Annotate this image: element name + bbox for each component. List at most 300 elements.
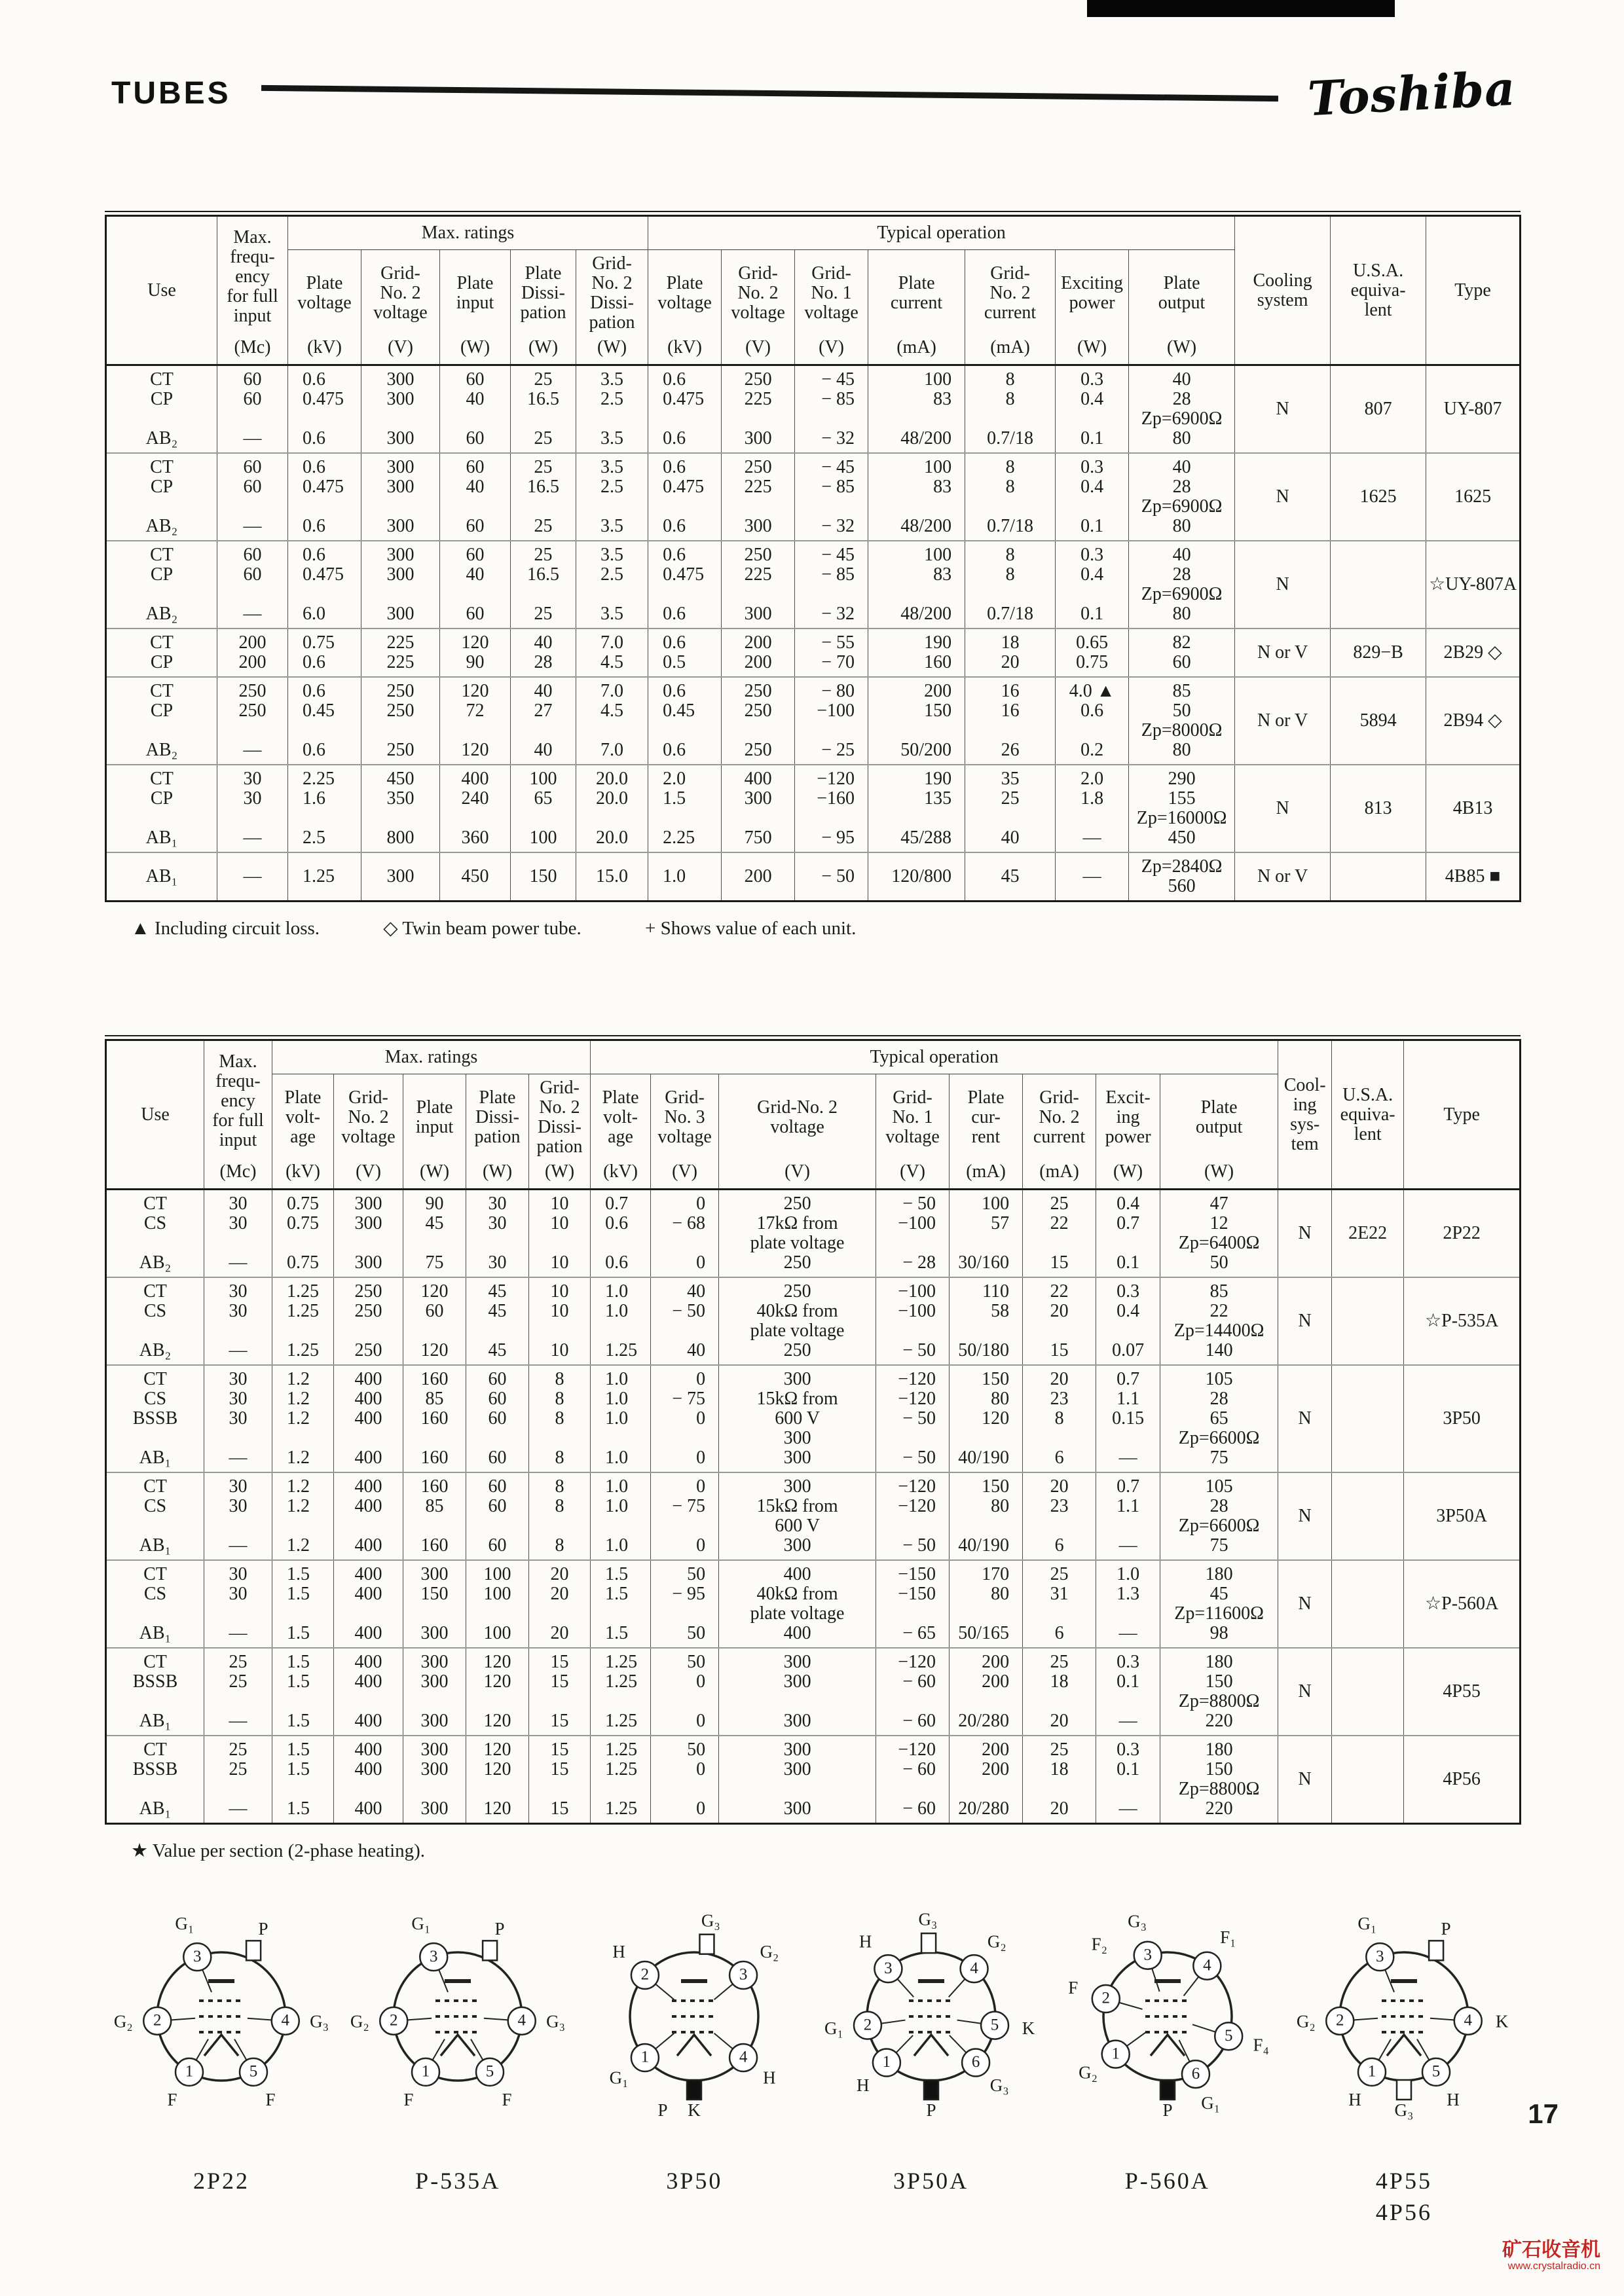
cell-line: 150 (924, 701, 952, 721)
table-cell (334, 1736, 403, 1824)
cell-line (406, 1779, 463, 1799)
cell-line: 75 (1209, 1448, 1228, 1468)
cell-line: 8 (555, 1535, 564, 1556)
cell-line: 25 (534, 457, 553, 477)
cooling-cell: N (1278, 1277, 1332, 1365)
cell-line: 40 (534, 740, 553, 760)
cell-line: 50 (687, 1564, 706, 1584)
table-cell (1096, 1560, 1160, 1648)
cell-line: − 68 (672, 1213, 706, 1233)
cell-line: −120 (898, 1476, 936, 1497)
table-cell (868, 453, 965, 541)
cell-line: Grid- (1039, 1087, 1079, 1108)
usa-equivalent-cell (1332, 1648, 1404, 1736)
cell-line: 300 (744, 788, 772, 809)
table-cell (272, 1736, 334, 1824)
type-cell: ☆P-535A (1404, 1277, 1521, 1365)
cell-line: 100 (982, 1194, 1010, 1214)
svg-text:4: 4 (739, 2048, 748, 2066)
cell-line (952, 1692, 1009, 1711)
cell-line: 0.1 (1080, 428, 1104, 448)
pin-2 (114, 2007, 195, 2035)
cell-line: — (1118, 1711, 1137, 1731)
cell-line: − 60 (902, 1671, 936, 1692)
cell-line: CP (150, 788, 174, 809)
cell-line (469, 1692, 526, 1711)
table-cell (272, 1648, 334, 1736)
cell-line: 0.6 (605, 1252, 629, 1273)
pin-4 (714, 2033, 776, 2088)
cell-line: (kV) (603, 1161, 638, 1182)
cell-line: 20.0 (596, 828, 629, 848)
cell-line: 40 (687, 1340, 706, 1360)
cell-line: 0 (696, 1194, 706, 1214)
cell-line: 400 (354, 1623, 382, 1643)
cell-line: 26 (1001, 740, 1020, 760)
cell-line: age (608, 1127, 633, 1147)
cell-line: 0.75 (303, 632, 335, 653)
cell-line: 300 (420, 1759, 449, 1779)
table-cell (591, 1365, 651, 1472)
cell-line: 60 (488, 1496, 507, 1516)
cell-line: 0.3 (1116, 1652, 1140, 1672)
svg-text:G₃: G₃ (1394, 2100, 1414, 2121)
table-cell (722, 765, 795, 852)
cell-line: 8 (1005, 369, 1015, 390)
cell-line (952, 1779, 1009, 1799)
header-unit (576, 337, 648, 365)
table-cell (648, 541, 722, 629)
cell-line: 0.6 (303, 369, 325, 390)
cell-line: 20 (1050, 1476, 1069, 1497)
cell-line: 30 (243, 788, 262, 809)
cell-line (364, 497, 437, 517)
cell-line: 1.0 (605, 1408, 629, 1429)
cell-line: 250 (744, 681, 772, 701)
table-cell (1056, 365, 1129, 454)
cell-line: 6 (1054, 1535, 1064, 1556)
power-pentodes-table (105, 1039, 1521, 1825)
table-cell (1056, 852, 1129, 902)
cell-line (1058, 497, 1126, 517)
cell-line: − 45 (821, 457, 855, 477)
watermark-url: www.crystalradio.cn (1507, 2261, 1600, 2272)
cell-line: — (243, 516, 262, 536)
cell-line: 150 (982, 1369, 1010, 1389)
cell-line: 250 (238, 681, 267, 701)
cell-line: 45 (1209, 1584, 1228, 1604)
cell-line: 1.0 (605, 1369, 629, 1389)
table-cell (217, 629, 288, 677)
cell-line (1025, 1516, 1093, 1536)
table-cell (1023, 1560, 1096, 1648)
cell-line: AB₂ (145, 428, 178, 448)
cell-line: 300 (420, 1711, 449, 1731)
cell-line: 0.75 (1076, 652, 1109, 672)
cell-line: 800 (386, 828, 415, 848)
header-unit (795, 337, 868, 365)
tube-basing-diagrams (105, 1904, 1521, 2226)
cell-line: CT (143, 1194, 167, 1214)
cell-line: 1.2 (287, 1448, 310, 1468)
cell-line: − 85 (821, 564, 855, 585)
cell-line: 20 (1001, 652, 1020, 672)
cell-line: 18 (1001, 632, 1020, 653)
cell-line: 0 (696, 1759, 706, 1779)
cell-line: Zp=6900Ω (1141, 409, 1223, 429)
svg-text:P: P (1162, 2100, 1173, 2121)
cell-line: 190 (924, 632, 952, 653)
cell-line: 400 (354, 1496, 382, 1516)
cell-line: 400 (354, 1740, 382, 1760)
header-unit (466, 1161, 529, 1190)
cell-line: −150 (898, 1564, 936, 1584)
cell-line: 40/190 (958, 1535, 1010, 1556)
table-cell (1160, 1560, 1278, 1648)
usa-equivalent-cell (1331, 852, 1426, 902)
type-cell: 2B94 ◇ (1426, 677, 1521, 765)
cell-line: 110 (982, 1281, 1010, 1302)
svg-text:3: 3 (883, 1959, 893, 1977)
table-cell (1096, 1190, 1160, 1278)
cell-line: 155 (1168, 788, 1196, 809)
cell-line: 47 (1209, 1194, 1228, 1214)
cell-line: 250 (783, 1252, 811, 1273)
cell-line: 300 (420, 1564, 449, 1584)
cell-line (654, 1604, 705, 1624)
cell-line: Grid-No. 2 (757, 1097, 838, 1118)
cell-line: − 65 (902, 1623, 936, 1643)
cell-line (207, 1233, 269, 1253)
cell-line: (W) (544, 1161, 575, 1182)
cell-line: 60 (488, 1408, 507, 1429)
cell-line: 8 (555, 1369, 564, 1389)
cell-line (722, 1692, 873, 1711)
cell-line: 1.0 (663, 866, 686, 886)
cell-line: 60 (466, 457, 485, 477)
table-cell (204, 1190, 272, 1278)
cell-line: 120 (483, 1759, 511, 1779)
svg-text:1: 1 (185, 2062, 194, 2081)
cell-line: ency (235, 266, 270, 287)
cell-line: 0 (696, 1476, 706, 1497)
table-cell (648, 677, 722, 765)
cell-line: 30 (229, 1564, 248, 1584)
cell-line (579, 809, 645, 828)
cell-line: ing (1293, 1094, 1317, 1115)
cell-line: 2.5 (600, 477, 624, 497)
cell-line: 0.4 (1116, 1301, 1140, 1321)
cell-line: 48/200 (900, 516, 952, 536)
cell-line: 160 (420, 1476, 449, 1497)
cell-line: 300 (783, 1652, 811, 1672)
cell-line: 1.25 (303, 866, 335, 886)
table-cell (440, 852, 511, 902)
cell-line: CT (150, 681, 174, 701)
table-cell (591, 1277, 651, 1365)
cell-line (798, 497, 855, 517)
svg-text:F: F (403, 2090, 414, 2110)
svg-text:P: P (657, 2100, 668, 2121)
svg-text:5: 5 (1431, 2062, 1441, 2081)
cell-line: BSSB (132, 1759, 178, 1779)
cell-line (207, 1516, 269, 1536)
pin-5 (957, 2012, 1035, 2039)
cell-line: 10 (550, 1301, 569, 1321)
cell-line (287, 1692, 331, 1711)
cell-line: 20.0 (596, 788, 629, 809)
cell-line: 80 (991, 1584, 1010, 1604)
table-cell (719, 1648, 876, 1736)
cell-line: 83 (933, 389, 952, 409)
table-cell (106, 1736, 204, 1824)
cell-line (220, 809, 285, 828)
cell-line: 0.7/18 (987, 428, 1033, 448)
cell-line: 1.0 (605, 1389, 629, 1409)
cell-line: − 85 (821, 477, 855, 497)
table-cell (106, 1472, 204, 1560)
table-cell (1129, 541, 1235, 629)
cell-line: 20 (1050, 1301, 1069, 1321)
svg-text:1: 1 (1111, 2045, 1120, 2063)
cell-line: voltage (297, 293, 352, 313)
cell-line: 120 (420, 1281, 449, 1302)
cell-line: Zp=6400Ω (1178, 1233, 1260, 1253)
table-cell (217, 765, 288, 852)
cell-line: 0.6 (663, 545, 686, 565)
cell-line: 1.5 (287, 1759, 310, 1779)
table-cell (1056, 629, 1129, 677)
table-cell (466, 1736, 529, 1824)
cell-line: Grid- (592, 253, 632, 274)
cell-line: 200 (982, 1671, 1010, 1692)
table-cell (361, 852, 440, 902)
cell-line: Grid- (811, 263, 851, 283)
tube-socket-drawing (1287, 1904, 1521, 2163)
cell-line: 220 (1205, 1798, 1233, 1819)
cell-line (513, 721, 573, 740)
cell-line: AB₂ (139, 1340, 172, 1360)
header-typical-operation (591, 1040, 1278, 1074)
cell-line: 40 (1172, 545, 1191, 565)
cell-line: 80 (1172, 740, 1191, 760)
cell-line (879, 1516, 936, 1536)
cell-line: −100 (898, 1213, 936, 1233)
svg-text:G₃: G₃ (310, 2011, 329, 2032)
cell-line: 25 (534, 369, 553, 390)
cell-line (605, 1779, 648, 1799)
pin-3 (175, 1914, 212, 1992)
cell-line: 40 (534, 681, 553, 701)
cell-line: (V) (745, 337, 771, 357)
svg-text:3: 3 (1375, 1947, 1384, 1965)
svg-text:2: 2 (863, 2016, 872, 2034)
tube-row-2P22 (106, 1190, 1521, 1278)
cell-line: 225 (744, 564, 772, 585)
cell-line: Grid- (348, 1087, 388, 1108)
cell-line: (W) (1167, 337, 1197, 357)
svg-text:5: 5 (990, 2016, 999, 2034)
cell-line: 1.5 (287, 1623, 310, 1643)
cell-line: 65 (1209, 1408, 1228, 1429)
cap-P (1429, 1941, 1443, 1960)
cell-line: Zp=8800Ω (1178, 1779, 1260, 1799)
table-cell (440, 365, 511, 454)
cell-line: 0.6 (663, 457, 686, 477)
table-cell (591, 1472, 651, 1560)
header-unit (288, 337, 361, 365)
table-cell (204, 1560, 272, 1648)
table-cell (529, 1365, 591, 1472)
table-cell (106, 1560, 204, 1648)
beam-power-tubes-table (105, 215, 1521, 902)
svg-text:4: 4 (1464, 2011, 1472, 2030)
table-cell (106, 1277, 204, 1365)
cell-line: 25 (534, 516, 553, 536)
pin-5 (1192, 2022, 1269, 2054)
table-cell (651, 1560, 719, 1648)
cell-line (303, 585, 358, 604)
cell-line (364, 585, 437, 604)
cell-line: Typical operation (870, 1047, 999, 1067)
table-cell (965, 765, 1056, 852)
cell-line: 250 (783, 1340, 811, 1360)
cell-line: 60 (488, 1535, 507, 1556)
cell-line: U.S.A. (1353, 260, 1404, 281)
table-cell (965, 541, 1056, 629)
cell-line: 60 (1172, 652, 1191, 672)
cell-line: 0 (696, 1798, 706, 1819)
column-header (719, 1074, 876, 1161)
diagram-caption: 3P50 (666, 2168, 723, 2194)
header-unit (651, 1161, 719, 1190)
table-cell (511, 541, 576, 629)
cell-line: 20 (1050, 1798, 1069, 1819)
cell-line: 8 (1005, 457, 1015, 477)
cell-line: — (229, 1798, 248, 1819)
cell-line (443, 721, 507, 740)
cell-line: 170 (982, 1564, 1010, 1584)
cell-line: 85 (1172, 681, 1191, 701)
pin-4 (248, 2007, 329, 2035)
cell-line (109, 1233, 201, 1253)
cell-line: 0.7/18 (987, 604, 1033, 624)
cell-line (952, 1321, 1009, 1341)
cell-line: 31 (1050, 1584, 1069, 1604)
cell-line: — (243, 828, 262, 848)
cell-line: 150 (420, 1584, 449, 1604)
cell-line: Zp=16000Ω (1136, 808, 1227, 828)
cell-line: 45/288 (900, 828, 952, 848)
svg-text:G₁: G₁ (1201, 2093, 1220, 2113)
scan-artifact-bar (1087, 0, 1395, 17)
table-cell (403, 1190, 466, 1278)
cell-line: 28 (1209, 1496, 1228, 1516)
svg-text:1: 1 (882, 2053, 891, 2071)
cell-line: 250 (386, 740, 415, 760)
cell-line: 48/200 (900, 428, 952, 448)
cell-line: 1.0 (605, 1496, 629, 1516)
table-cell (106, 453, 217, 541)
table-cell (403, 1736, 466, 1824)
cell-line: (W) (460, 337, 490, 357)
diagram-caption: 3P50A (893, 2168, 969, 2194)
cell-line: 1.3 (1116, 1584, 1140, 1604)
cell-line: 15 (550, 1711, 569, 1731)
cell-line: 10 (550, 1213, 569, 1233)
cell-line: 100 (483, 1564, 511, 1584)
cell-line: 8 (555, 1448, 564, 1468)
cell-line: 20 (550, 1584, 569, 1604)
cell-line: 250 (744, 545, 772, 565)
cell-line (724, 809, 792, 828)
cap-P (483, 1941, 497, 1960)
cell-line: (V) (672, 1161, 697, 1182)
cell-line (952, 1429, 1009, 1448)
cell-line: 250 (354, 1340, 382, 1360)
svg-text:P: P (258, 1918, 268, 1939)
cell-line: 50 (687, 1652, 706, 1672)
header-unit (868, 337, 965, 365)
svg-text:G₂: G₂ (987, 1931, 1006, 1952)
cell-line: Grid- (665, 1087, 705, 1108)
cell-line: (mA) (896, 337, 936, 357)
cell-line (287, 1779, 331, 1799)
table2-footnote (131, 1839, 1521, 1862)
cell-line (879, 1321, 936, 1341)
table-cell (965, 629, 1056, 677)
cap-P (1160, 2080, 1175, 2100)
type-cell: 1625 (1426, 453, 1521, 541)
cell-line: 100 (529, 769, 557, 789)
cell-line: 1.25 (287, 1340, 319, 1360)
table-cell (722, 453, 795, 541)
table-cell (106, 677, 217, 765)
table-cell (466, 1365, 529, 1472)
cell-line: − 55 (821, 632, 855, 653)
cell-line: 350 (386, 788, 415, 809)
cell-line: 27 (534, 701, 553, 721)
table-cell (1056, 765, 1129, 852)
header-max-frequency (217, 216, 288, 337)
cell-line (654, 1429, 705, 1448)
cell-line (605, 1321, 648, 1341)
cell-line: CP (150, 701, 174, 721)
cell-line: 1.6 (303, 788, 325, 809)
cap-P (246, 1941, 261, 1960)
cell-line: 45 (425, 1213, 444, 1233)
cell-line: AB₂ (145, 604, 178, 624)
cell-line (364, 721, 437, 740)
svg-text:2: 2 (641, 1965, 650, 1984)
cell-line: input (233, 305, 272, 326)
table-cell (288, 541, 361, 629)
cell-line: 15kΩ from (756, 1389, 838, 1409)
cell-line: 0.6 (663, 428, 686, 448)
usa-equivalent-cell: 813 (1331, 765, 1426, 852)
cell-line: 2.5 (600, 564, 624, 585)
cell-line: 1.2 (287, 1496, 310, 1516)
cell-line: − 32 (821, 428, 855, 448)
cell-line: 80 (1172, 516, 1191, 536)
table-cell (950, 1190, 1023, 1278)
cell-line (663, 585, 718, 604)
cell-line: (kV) (667, 337, 702, 357)
cell-line: 0.475 (663, 477, 705, 497)
tube-row-3P50A (106, 1472, 1521, 1560)
table-cell (1160, 1736, 1278, 1824)
cell-line: 20.0 (596, 769, 629, 789)
